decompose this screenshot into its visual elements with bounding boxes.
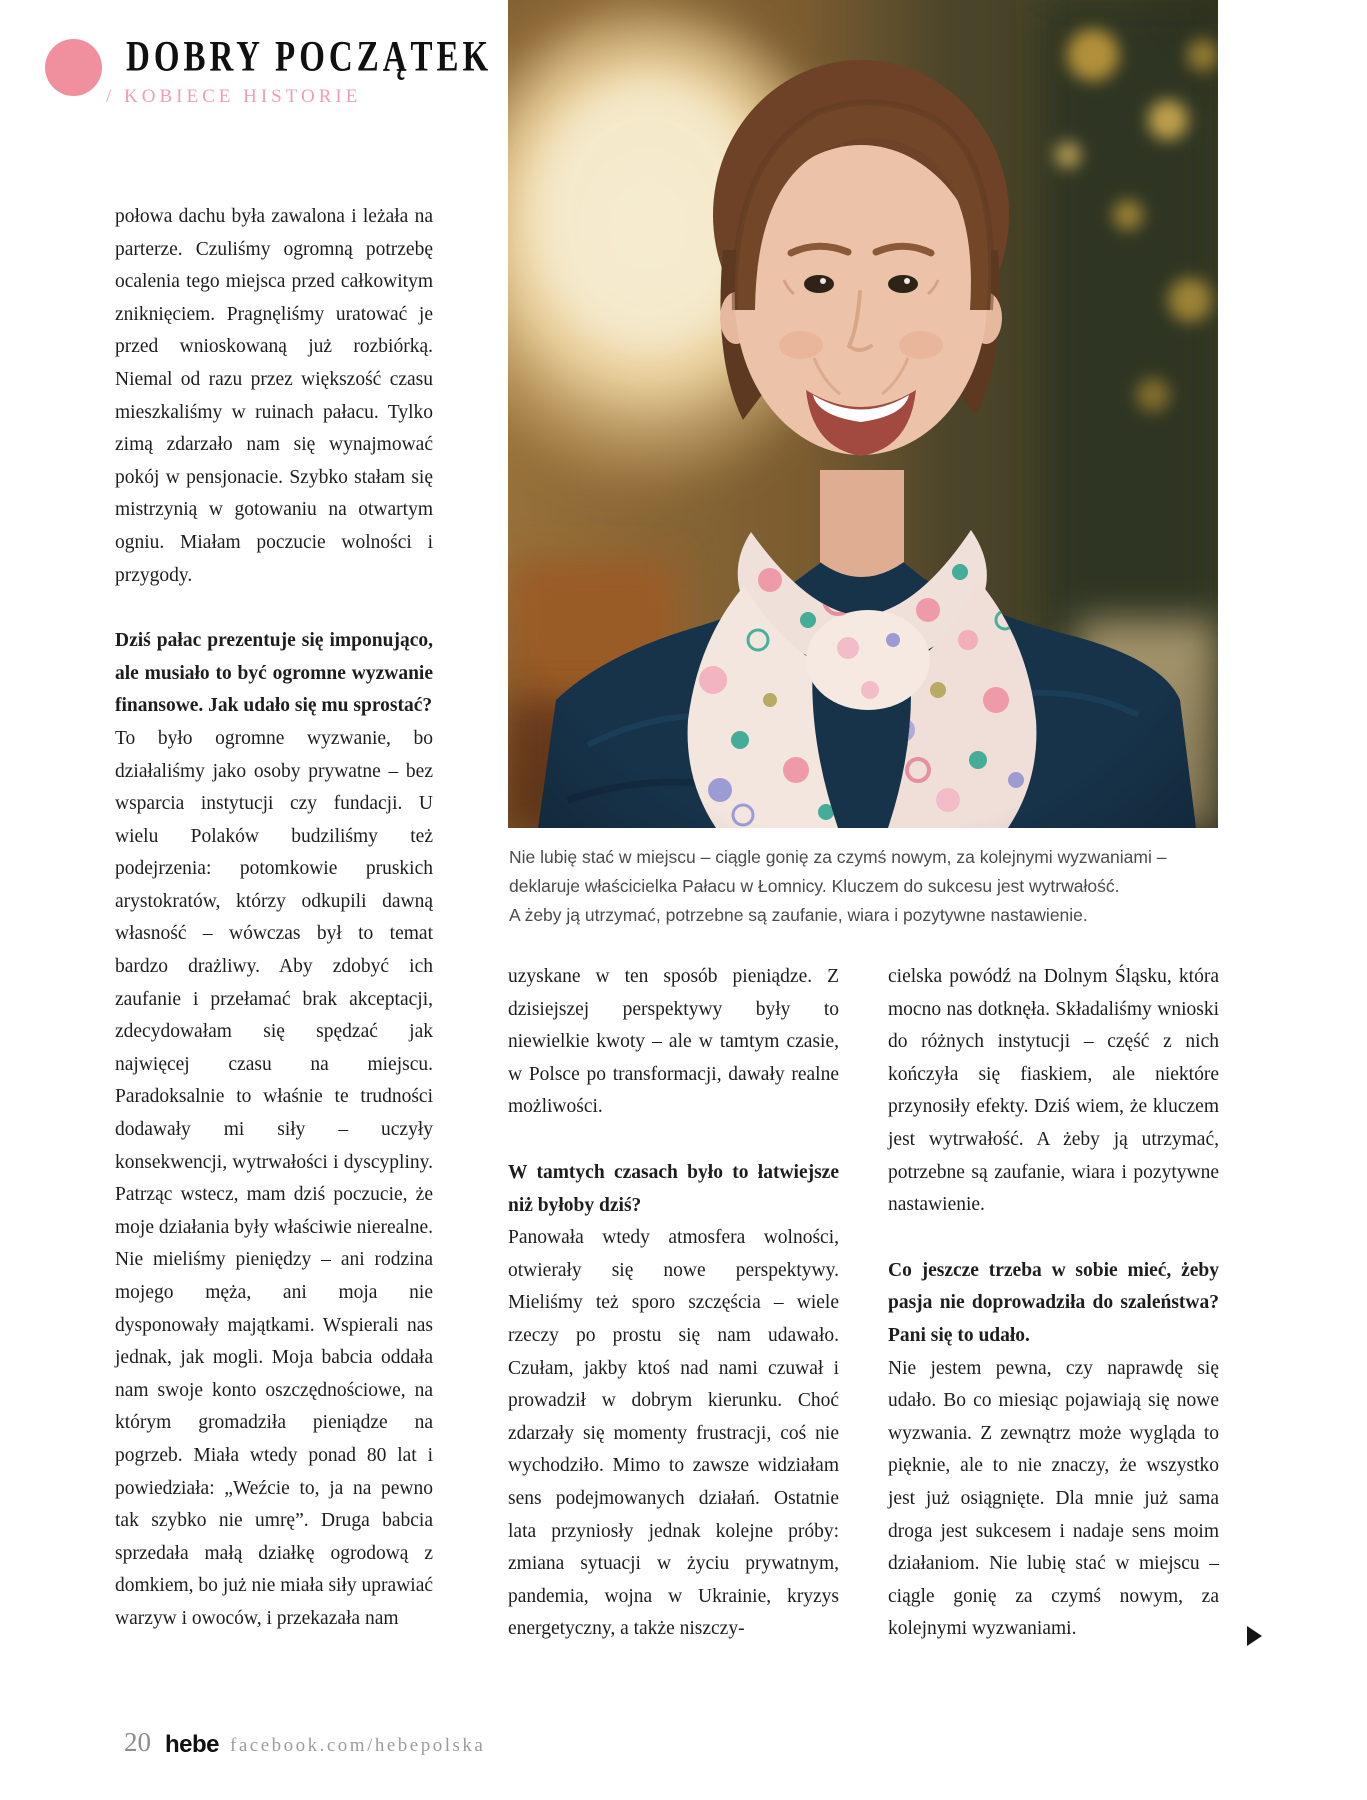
article-column-middle xyxy=(508,961,839,1646)
article-column-right xyxy=(888,961,1219,1646)
interview-question: W tamtych czasach było to łatwiejsze niż byłoby dziś? xyxy=(508,1161,839,1216)
page-number: 20 xyxy=(124,1727,151,1757)
continuation-arrow-icon xyxy=(1247,1626,1262,1646)
caption-line: Nie lubię stać w miejscu – ciągle gonię za czymś nowym, za kolejnymi wyzwaniami – xyxy=(509,847,1167,867)
paragraph: uzyskane w ten sposób pieniądze. Z dzisiejszej perspektywy były to niewielkie kwoty – ale w tamtym czasie, w Polsce po transformacji, dawały realne możliwości. xyxy=(508,966,839,1118)
hebe-logo: hebe xyxy=(165,1731,220,1758)
section-title: DOBRY POCZĄTEK xyxy=(126,34,493,81)
paragraph: To było ogromne wyzwanie, bo działaliśmy jako osoby prywatne – bez wsparcia instytucji czy fundacji. U wielu Polaków budziliśmy też podejrzenia: potomkowie pruskich arystokratów, którzy odkupili dawną własność – wówczas był to temat bardzo drażliwy. Aby zdobyć ich zaufanie i przełamać brak akceptacji, zdecydowałam się spędzać jak najwięcej czasu na miejscu. Paradoksalnie to właśnie te trudności dodawały mi siły – uczyły konsekwencji, wytrwałości i dyscypliny. Patrząc wstecz, mam dziś poczucie, że moje działania były właściwie nierealne. Nie mieliśmy pieniędzy – ani rodzina mojego męża, ani moja nie dysponowały majątkami. Wspierali nas jednak, jak mogli. Moja babcia oddała nam swoje konto oszczędnościowe, na którym gromadziła pieniądze na pogrzeb. Miała wtedy ponad 80 lat i powiedziała: „Weźcie to, ja na pewno tak szybko nie umrę”. Druga babcia sprzedała małą działkę ogrodową z domkiem, bo już nie miała siły uprawiać warzyw i owoców, i przekazała nam xyxy=(115,727,433,1629)
paragraph: cielska powódź na Dolnym Śląsku, która mocno nas dotknęła. Składaliśmy wnioski do różnych instytucji – część z nich kończyła się fiaskiem, ale niektóre przynosiły efekty. Dziś wiem, że kluczem jest wytrwałość. A żeby ją utrzymać, potrzebne są zaufanie, wiara i pozytywne nastawienie. xyxy=(888,966,1219,1216)
interview-question: Co jeszcze trzeba w sobie mieć, żeby pasja nie doprowadziła do szaleństwa? Pani się to udało. xyxy=(888,1259,1219,1346)
section-subtitle: / KOBIECE HISTORIE xyxy=(106,86,362,107)
facebook-url: facebook.com/hebepolska xyxy=(230,1735,486,1756)
photo-caption xyxy=(509,843,1166,930)
caption-line: A żeby ją utrzymać, potrzebne są zaufanie, wiara i pozytywne nastawienie. xyxy=(509,905,1088,925)
pink-dot-icon xyxy=(45,39,102,96)
paragraph: Nie jestem pewna, czy naprawdę się udało. Bo co miesiąc pojawiają się nowe wyzwania. Z zewnątrz może wygląda to pięknie, ale to nie znaczy, że wszystko jest już osiągnięte. Dla mnie już sama droga jest sukcesem i nadaje sens moim działaniom. Nie lubię stać w miejscu – ciągle gonię za czymś nowym, za kolejnymi wyzwaniami. xyxy=(888,1357,1219,1640)
paragraph: Panowała wtedy atmosfera wolności, otwierały się nowe perspektywy. Mieliśmy też sporo szczęścia – wiele rzeczy po prostu się nam udawało. Czułam, jakby ktoś nad nami czuwał i prowadził w dobrym kierunku. Choć zdarzały się momenty frustracji, coś nie wychodziło. Mimo to zawsze widziałam sens podejmowanych działań. Ostatnie lata przyniosły jednak kolejne próby: zmiana sytuacji w życiu prywatnym, pandemia, wojna w Ukrainie, kryzys energetyczny, a także niszczy- xyxy=(508,1227,839,1640)
caption-line: deklaruje właścicielka Pałacu w Łomnicy. Kluczem do sukcesu jest wytrwałość. xyxy=(509,876,1120,896)
portrait-photo xyxy=(508,0,1218,828)
interview-question: Dziś pałac prezentuje się imponująco, ale musiało to być ogromne wyzwanie finansowe. Jak udało się mu sprostać? xyxy=(115,630,433,717)
article-column-left xyxy=(115,201,433,1636)
paragraph: połowa dachu była zawalona i leżała na parterze. Czuliśmy ogromną potrzebę ocalenia tego miejsca przed całkowitym zniknięciem. Pragnęliśmy uratować je przed wnioskowaną już rozbiórką. Niemal od razu przez większość czasu mieszkaliśmy w ruinach pałacu. Tylko zimą zdarzało nam się wynajmować pokój w pensjonacie. Szybko stałam się mistrzynią w gotowaniu na otwartym ogniu. Miałam poczucie wolności i przygody. xyxy=(115,206,433,586)
